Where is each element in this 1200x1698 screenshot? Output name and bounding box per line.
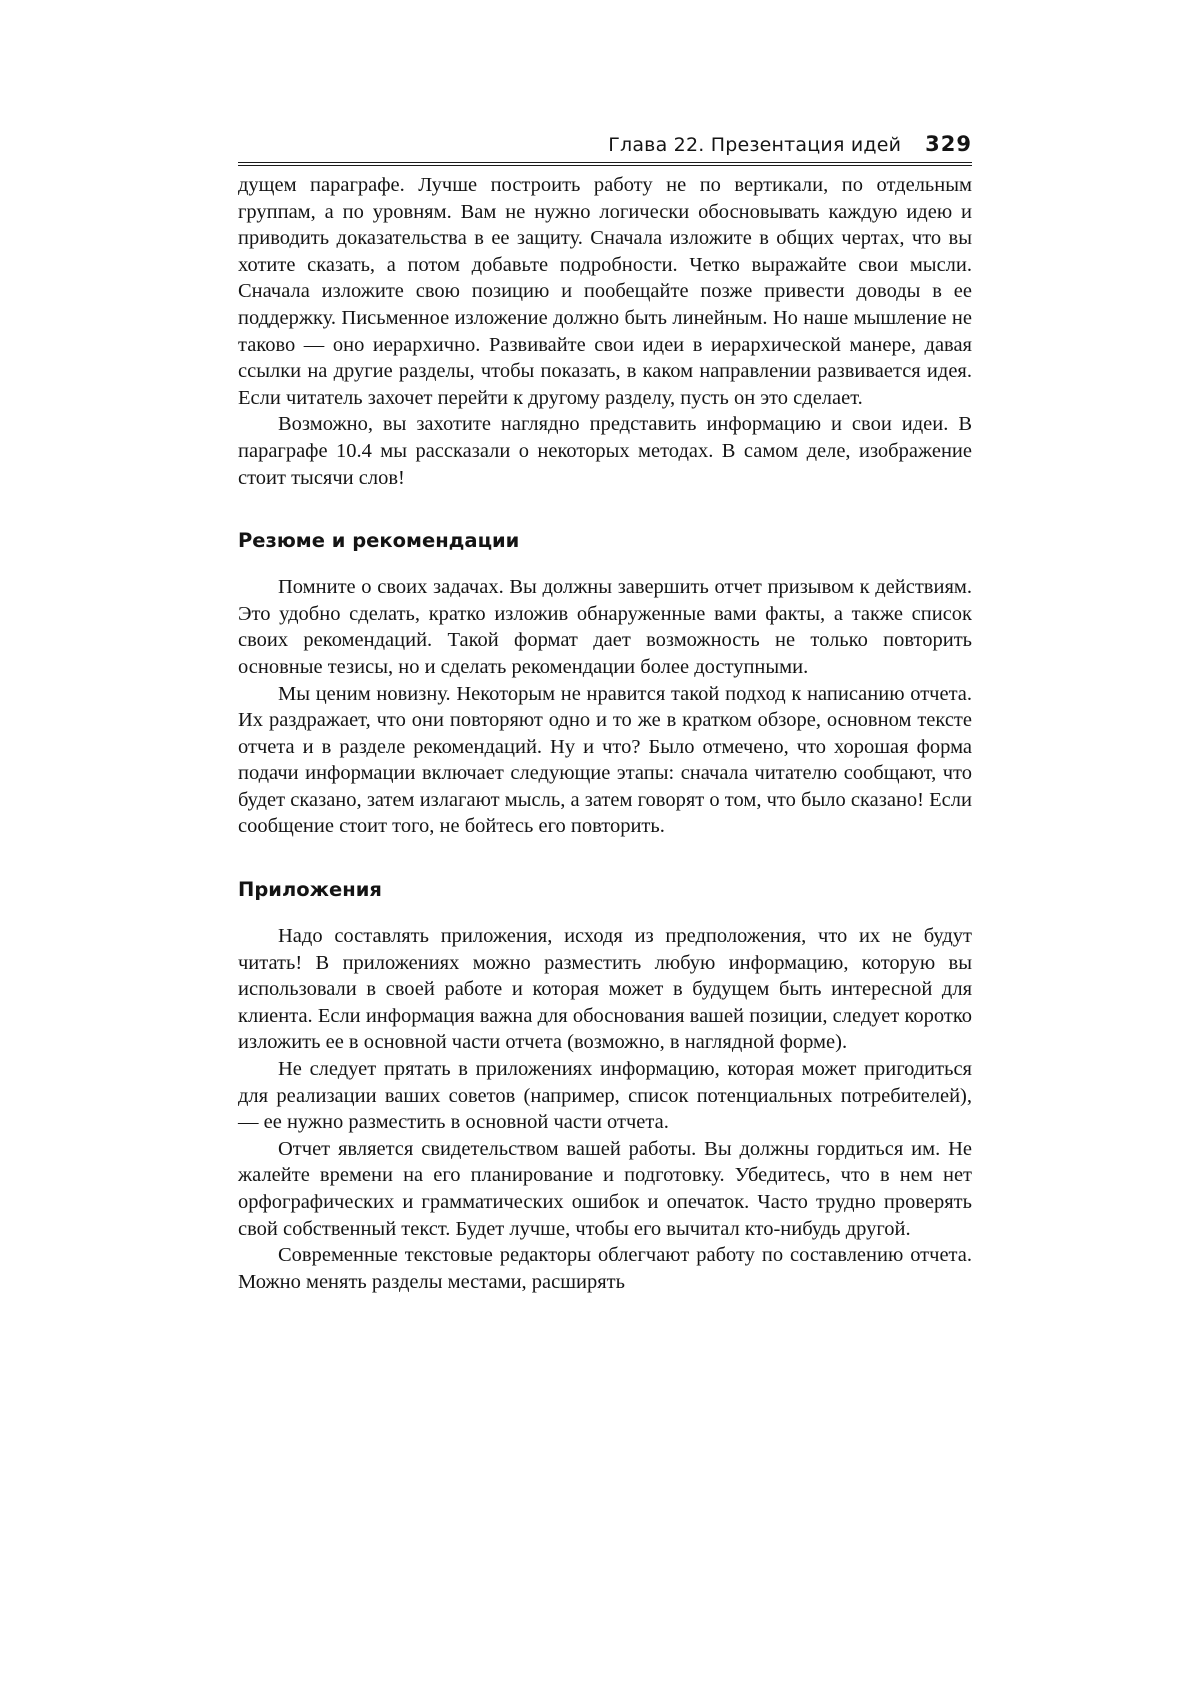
header-rule: [238, 162, 972, 166]
paragraph: Надо составлять приложения, исходя из предположения, что их не будут читать! В приложениях можно разместить любую информацию, которую вы использовали в своей работе и которая может в будущем быть интересной для клиента. Если информация важна для обоснования вашей позиции, следует коротко изложить ее в основной части отчета (возможно, в наглядной форме).: [238, 925, 972, 1054]
page-number: 329: [925, 132, 972, 156]
running-header: [238, 132, 972, 162]
paragraph: Возможно, вы захотите наглядно представить информацию и свои идеи. В параграфе 10.4 мы рассказали о некоторых методах. В самом деле, изображение стоит тысячи слов!: [238, 413, 972, 489]
paragraph: Мы ценим новизну. Некоторым не нравится такой подход к написанию отчета. Их раздражает, что они повторяют одно и то же в кратком обзоре, основном тексте отчета и в разделе рекомендаций. Ну и что? Было отмечено, что хорошая форма подачи информации включает следующие этапы: сначала читателю сообщают, что будет сказано, затем излагают мысль, а затем говорят о том, что было сказано! Если сообщение стоит того, не бойтесь его повторить.: [238, 682, 972, 838]
chapter-title: Глава 22. Презентация идей: [608, 134, 902, 156]
section-heading: Приложения: [238, 878, 382, 902]
paragraph: Помните о своих задачах. Вы должны завершить отчет призывом к действиям. Это удобно сделать, кратко изложив обнаруженные вами факты, а также список своих рекомендаций. Такой формат дает возможность не только повторить основные тезисы, но и сделать рекомендации более доступными.: [238, 576, 972, 678]
paragraph: Отчет является свидетельством вашей работы. Вы должны гордиться им. Не жалейте времени на его планирование и подготовку. Убедитесь, что в нем нет орфографических и грамматических ошибок и опечаток. Часто трудно проверять свой собственный текст. Будет лучше, чтобы его вычитал кто-нибудь другой.: [238, 1137, 972, 1240]
paragraph: Не следует прятать в приложениях информацию, которая может пригодиться для реализации ваших советов (например, список потенциальных потребителей), — ее нужно разместить в основной части отчета.: [238, 1058, 972, 1134]
paragraph: дущем параграфе. Лучше построить работу не по вертикали, по отдельным группам, а по уровням. Вам не нужно логически обосновывать каждую идею и приводить доказательства в ее защиту. Сначала изложите в общих чертах, что вы хотите сказать, а потом добавьте подробности. Четко выражайте свои мысли. Сначала изложите свою позицию и пообещайте позже привести доводы в ее поддержку. Письменное изложение должно быть линейным. Но наше мышление не таково — оно иерархично. Развивайте свои идеи в иерархической манере, давая ссылки на другие разделы, чтобы показать, в каком направлении развивается идея. Если читатель захочет перейти к другому разделу, пусть он это сделает.: [238, 174, 972, 409]
page-content: [238, 132, 972, 1295]
paragraph: Современные текстовые редакторы облегчают работу по составлению отчета. Можно менять разделы местами, расширять: [238, 1244, 972, 1293]
section-heading: Резюме и рекомендации: [238, 529, 520, 553]
